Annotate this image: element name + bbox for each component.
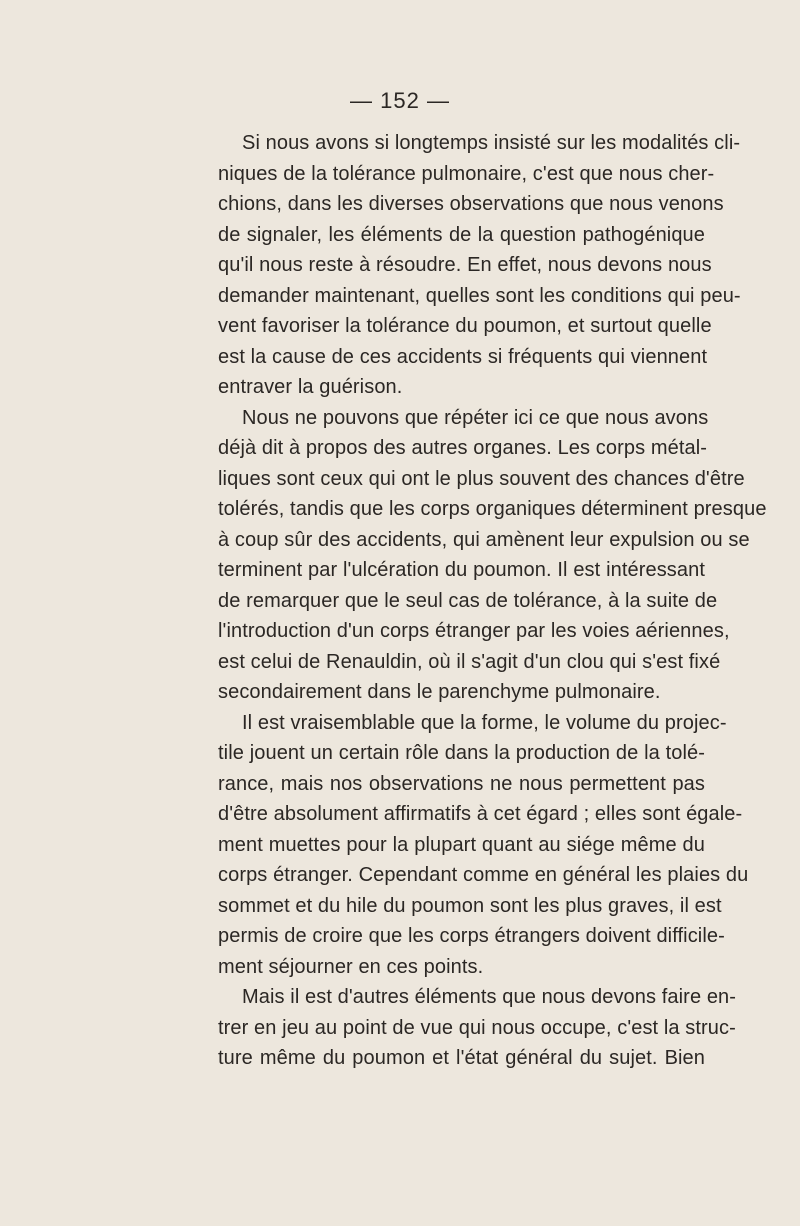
text-line: liques sont ceux qui ont le plus souvent des chances d'être xyxy=(218,467,745,490)
text-line: tolérés, tandis que les corps organiques déterminent presque xyxy=(218,498,767,520)
text-line: qu'il nous reste à résoudre. En effet, nous devons nous xyxy=(218,254,712,276)
text-line: permis de croire que les corps étrangers doivent difficile- xyxy=(218,925,725,947)
text-line: ment muettes pour la plupart quant au siége même du xyxy=(218,833,705,856)
text-line: demander maintenant, quelles sont les conditions qui peu- xyxy=(218,284,741,307)
text-line: trer en jeu au point de vue qui nous occupe, c'est la struc- xyxy=(218,1016,736,1039)
text-line: est la cause de ces accidents si fréquents qui viennent xyxy=(218,345,708,368)
text-line: entraver la guérison. xyxy=(218,376,403,398)
text-line: Si nous avons si longtemps insisté sur les modalités cli- xyxy=(242,132,741,154)
text-line: ment séjourner en ces points. xyxy=(218,955,484,978)
text-line: chions, dans les diverses observations que nous venons xyxy=(218,193,724,215)
text-line: sommet et du hile du poumon sont les plus graves, il est xyxy=(218,894,722,917)
page-number: — 152 — xyxy=(350,88,450,113)
text-line: secondairement dans le parenchyme pulmonaire. xyxy=(218,681,661,703)
text-line: Il est vraisemblable que la forme, le volume du projec- xyxy=(242,711,727,734)
text-line: corps étranger. Cependant comme en général les plaies du xyxy=(218,864,749,886)
text-line: de remarquer que le seul cas de tolérance, à la suite de xyxy=(218,589,718,612)
text-line: à coup sûr des accidents, qui amènent leur expulsion ou se xyxy=(218,528,750,551)
text-line: de signaler, les éléments de la question pathogénique xyxy=(218,223,705,246)
text-line: d'être absolument affirmatifs à cet égard ; elles sont égale- xyxy=(218,803,743,825)
text-line: Nous ne pouvons que répéter ici ce que nous avons xyxy=(242,406,709,429)
text-line: ture même du poumon et l'état général du sujet. Bien xyxy=(218,1047,705,1069)
text-line: est celui de Renauldin, où il s'agit d'un clou qui s'est fixé xyxy=(218,650,721,673)
text-line: l'introduction d'un corps étranger par les voies aériennes, xyxy=(218,620,730,642)
text-line: vent favoriser la tolérance du poumon, et surtout quelle xyxy=(218,315,712,337)
text-line: rance, mais nos observations ne nous permettent pas xyxy=(218,772,705,795)
text-line: terminent par l'ulcération du poumon. Il est intéressant xyxy=(218,559,705,581)
text-line: niques de la tolérance pulmonaire, c'est que nous cher- xyxy=(218,162,715,185)
body-text xyxy=(218,128,767,1074)
text-line: déjà dit à propos des autres organes. Les corps métal- xyxy=(218,437,708,459)
text-line: tile jouent un certain rôle dans la production de la tolé- xyxy=(218,742,705,764)
text-line: Mais il est d'autres éléments que nous devons faire en- xyxy=(242,986,737,1008)
